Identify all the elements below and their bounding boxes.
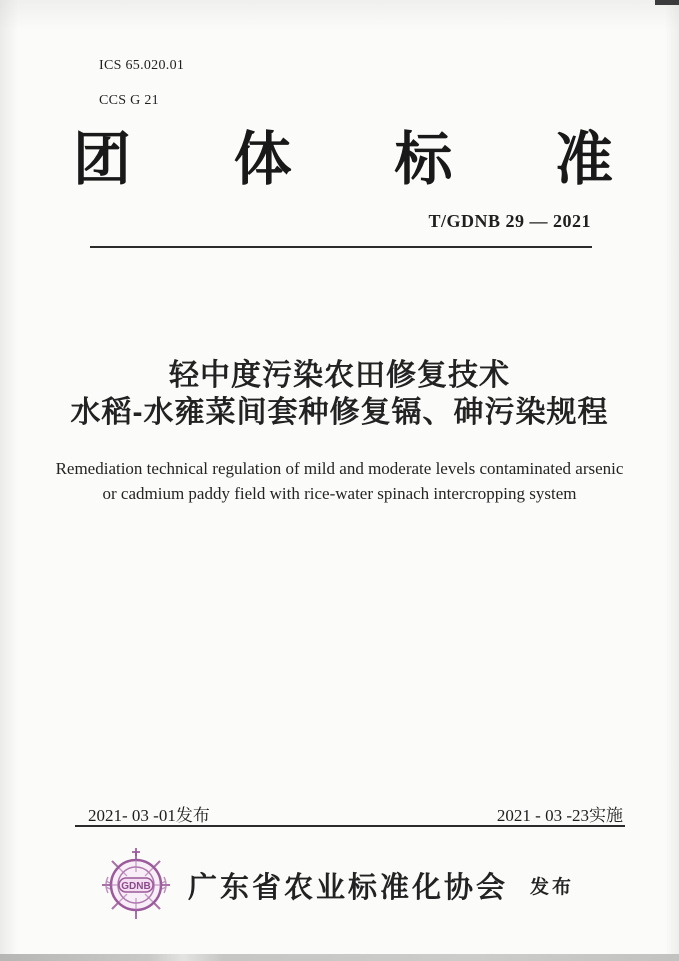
title-en-line2: or cadmium paddy field with rice-water spinach intercropping system	[102, 484, 577, 503]
title-english	[0, 456, 679, 506]
title-zh-line1: 轻中度污染农田修复技术	[169, 359, 510, 392]
header-rule	[90, 246, 592, 248]
title-chinese	[0, 357, 679, 431]
scan-artifact-strip	[0, 954, 679, 961]
title-en-line1: Remediation technical regulation of mild and moderate levels contaminated arsenic	[55, 459, 624, 478]
document-type-title	[73, 126, 613, 194]
issue-date: 2021- 03 -01发布	[88, 806, 210, 825]
publish-action-label: 发布	[530, 876, 575, 898]
implementation-date: 2021 - 03 -23实施	[496, 806, 623, 825]
standard-number: T/GDNB 29 — 2021	[428, 211, 591, 231]
publisher-row	[98, 847, 574, 923]
doc-type-char: 准	[554, 127, 613, 192]
doc-type-char: 团	[73, 127, 132, 192]
ics-code: ICS 65.020.01	[99, 58, 185, 73]
association-logo-icon	[98, 847, 174, 923]
scan-artifact-mark	[655, 0, 679, 5]
title-zh-line2: 水稻-水雍菜间套种修复镉、砷污染规程	[70, 396, 609, 429]
doc-type-char: 标	[394, 127, 453, 192]
dates-row	[88, 801, 623, 826]
publisher-name: 广东省农业标准化协会	[188, 871, 509, 904]
ccs-code: CCS G 21	[99, 93, 159, 108]
doc-type-char: 体	[233, 127, 292, 192]
footer-rule	[75, 825, 625, 827]
logo-acronym-text: GDNB	[121, 881, 151, 892]
